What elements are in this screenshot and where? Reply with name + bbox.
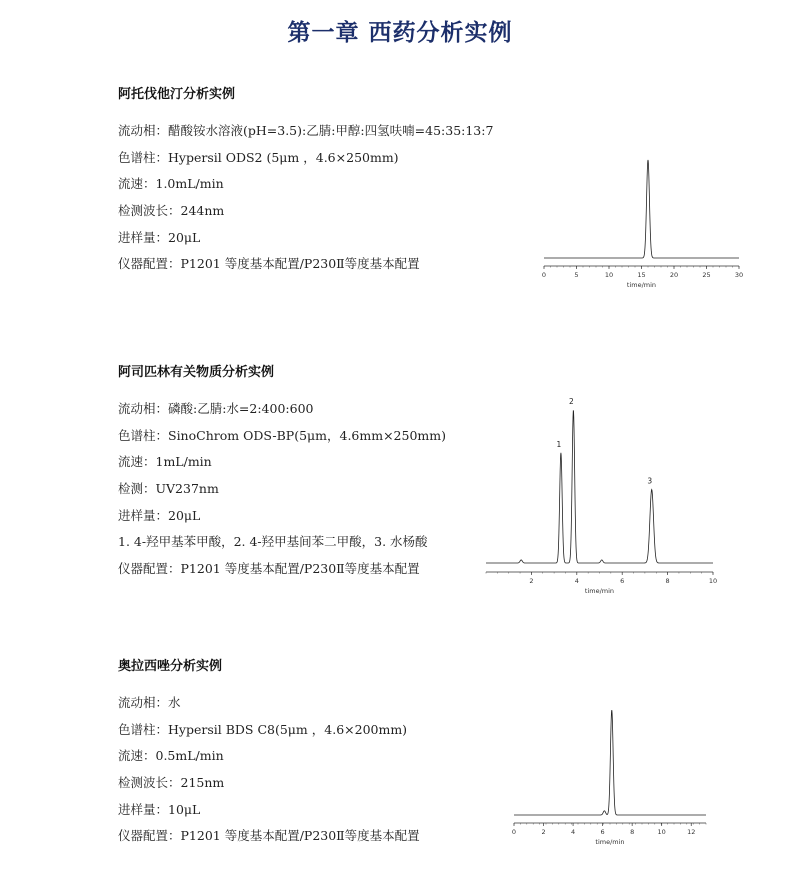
x-tick-label: 20	[669, 271, 679, 279]
param-wavelength: 检测波长：244nm	[118, 203, 225, 219]
peak-2	[572, 409, 574, 411]
chromatogram-oraxizole	[500, 700, 720, 860]
section-atorvastatin	[118, 86, 494, 278]
param-column: 色谱柱：Hypersil ODS2 (5μm ，4.6×250mm)	[118, 149, 399, 165]
chromatogram-trace	[544, 160, 739, 258]
param-column: 色谱柱：SinoChrom ODS-BP(5μm，4.6mm×250mm)	[118, 427, 446, 443]
peak-1	[611, 709, 613, 711]
param-mobile-phase: 流动相：醋酸铵水溶液(pH=3.5):乙腈:甲醇:四氢呋喃=45:35:13:7	[118, 123, 494, 138]
chapter-title: 第一章 西药分析实例	[287, 19, 513, 46]
peak-2	[603, 810, 605, 812]
param-mobile-phase: 流动相：磷酸:乙腈:水=2:400:600	[118, 401, 314, 416]
x-tick-label: 10	[604, 271, 614, 279]
x-axis-label: time/min	[584, 587, 615, 595]
param-flow-rate: 流速：1mL/min	[118, 454, 212, 470]
x-tick-label: 10	[708, 577, 718, 585]
chromatogram-trace	[486, 411, 713, 563]
param-flow-rate: 流速：1.0mL/min	[118, 176, 224, 192]
peak-3	[520, 559, 522, 561]
x-tick-label: 10	[657, 828, 666, 836]
param-injection-volume: 进样量：20μL	[118, 507, 201, 523]
param-peak-legend: 1. 4-羟甲基苯甲酸，2. 4-羟甲基间苯二甲酸，3. 水杨酸	[118, 534, 428, 550]
x-tick-label: 6	[600, 828, 605, 836]
peak-label: 2	[569, 397, 574, 406]
section-title: 阿托伐他汀分析实例	[118, 87, 236, 102]
param-instrument: 仪器配置：P1201 等度基本配置/P230Ⅱ等度基本配置	[118, 828, 420, 844]
x-tick-label: 8	[630, 828, 635, 836]
peak-1	[647, 159, 649, 161]
x-tick-label: 15	[637, 271, 646, 279]
x-axis-label: time/min	[595, 838, 625, 846]
chromatogram-trace	[514, 710, 706, 815]
peak-1	[560, 452, 562, 454]
section-title: 阿司匹林有关物质分析实例	[118, 365, 275, 380]
peak-5	[651, 489, 653, 491]
peak-label: 1	[556, 439, 562, 449]
section-title: 奥拉西唑分析实例	[118, 659, 223, 674]
param-column: 色谱柱：Hypersil BDS C8(5μm ，4.6×200mm)	[118, 721, 408, 737]
x-tick-label: 0	[541, 271, 547, 279]
param-flow-rate: 流速：0.5mL/min	[118, 748, 224, 764]
param-mobile-phase: 流动相：水	[118, 695, 181, 710]
chromatogram-atorvastatin	[530, 150, 755, 300]
peak-label: 3	[647, 476, 653, 486]
chromatogram-aspirin	[475, 390, 730, 610]
section-oraxizole	[118, 658, 488, 850]
x-tick-label: 5	[574, 271, 579, 279]
param-injection-volume: 进样量：10μL	[118, 801, 201, 817]
x-axis-label: time/min	[626, 281, 657, 289]
x-tick-label: 4	[571, 828, 576, 836]
param-instrument: 仪器配置：P1201 等度基本配置/P230Ⅱ等度基本配置	[118, 561, 420, 577]
x-tick-label: 6	[620, 577, 625, 585]
x-tick-label: 12	[687, 828, 696, 836]
x-tick-label: 0	[511, 828, 517, 836]
param-wavelength: 检测波长：215nm	[118, 775, 225, 791]
peak-4	[601, 559, 603, 561]
param-instrument: 仪器配置：P1201 等度基本配置/P230Ⅱ等度基本配置	[118, 256, 420, 272]
x-tick-label: 8	[665, 577, 670, 585]
x-tick-label: 25	[702, 271, 711, 279]
x-tick-label: 2	[541, 828, 546, 836]
param-detection: 检测：UV237nm	[118, 481, 219, 497]
section-aspirin	[118, 364, 488, 583]
x-tick-label: 30	[734, 271, 744, 279]
param-injection-volume: 进样量：20μL	[118, 229, 201, 245]
x-tick-label: 2	[529, 577, 534, 585]
x-tick-label: 4	[574, 577, 579, 585]
